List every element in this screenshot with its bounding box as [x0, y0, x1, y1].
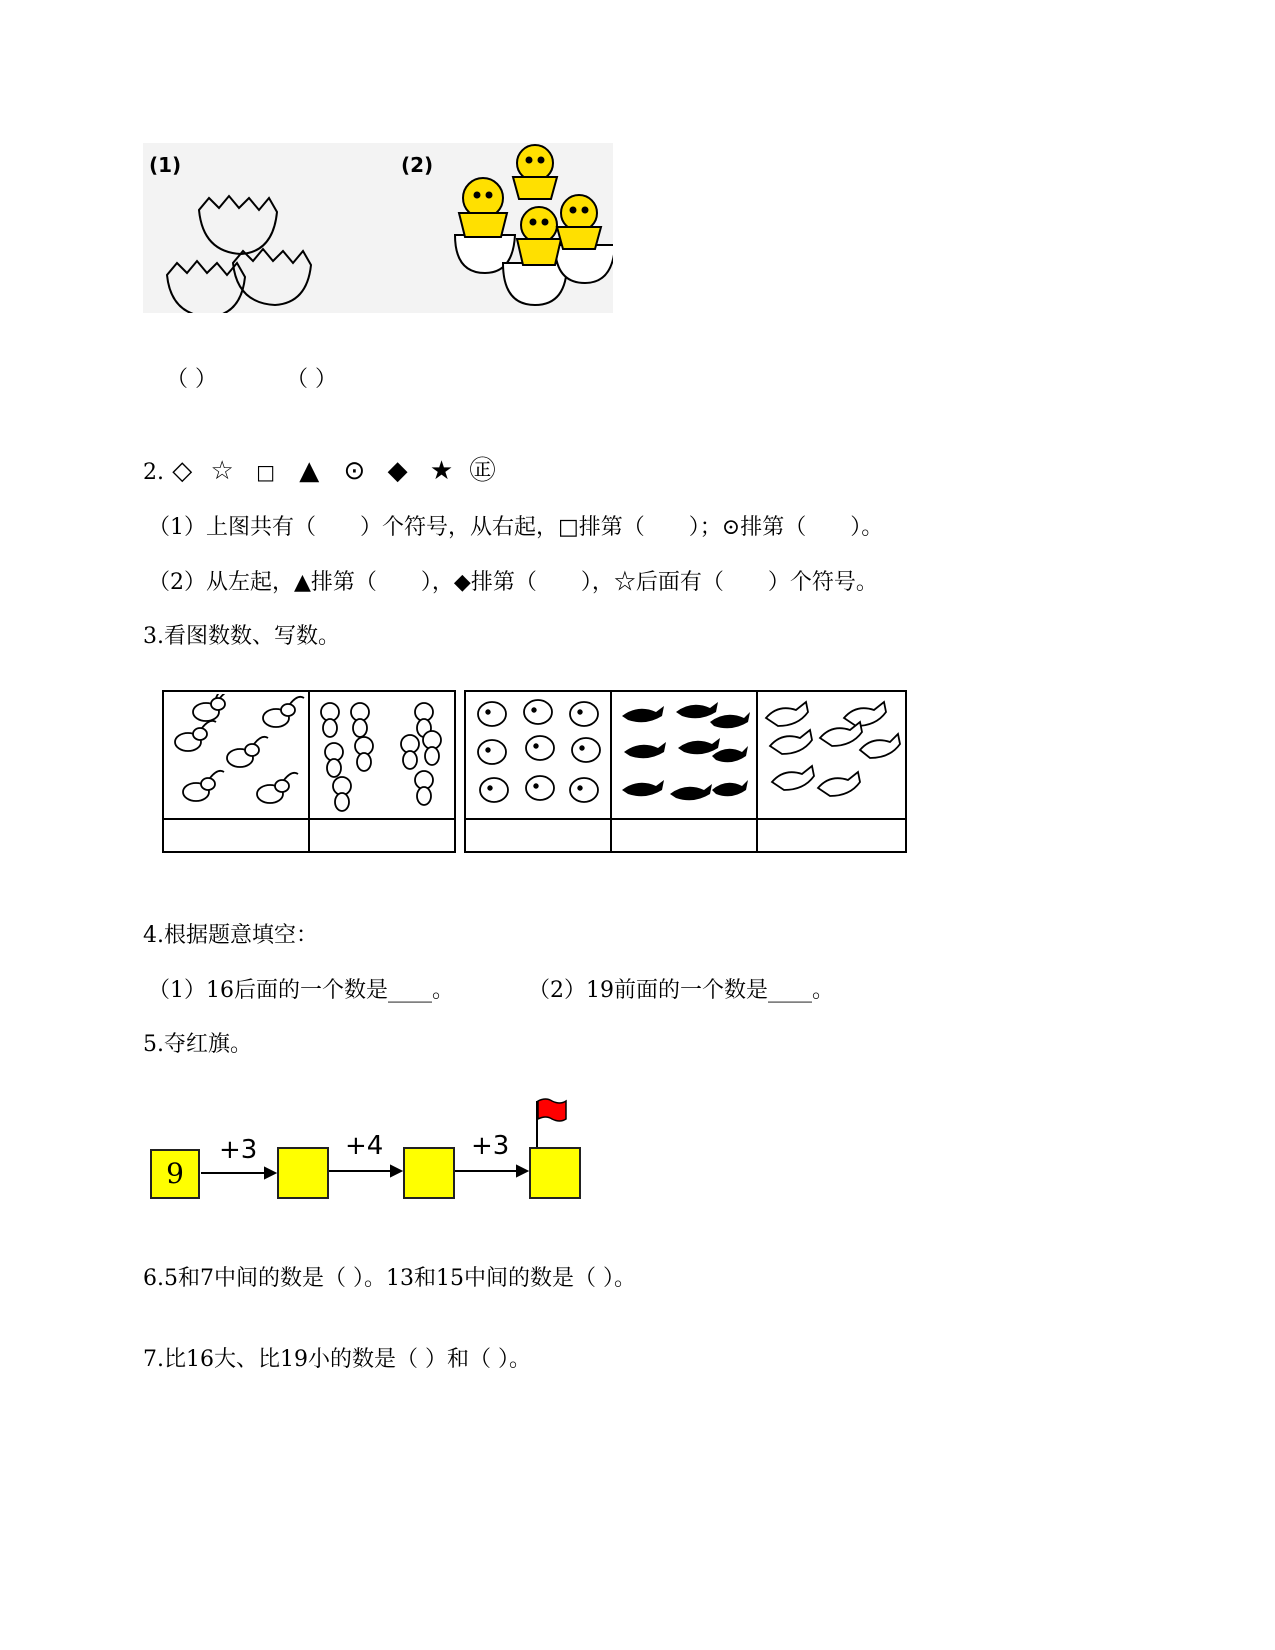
- chicks-picture: [468, 694, 608, 816]
- q2-number: 2.: [143, 460, 164, 485]
- op-3-label: +3: [471, 1131, 510, 1161]
- star-outline-icon: ☆: [210, 456, 234, 486]
- q2-line-1: （1）上图共有（ ）个符号，从右起，□排第（ ）；⊙排第（ ）。: [148, 515, 884, 540]
- q4-part-1: （1）16后面的一个数是____。: [148, 978, 454, 1003]
- op-1-label: +3: [219, 1135, 258, 1165]
- dogs-picture: [312, 694, 452, 816]
- diamond-filled-icon: ◆: [387, 456, 408, 486]
- op-2-label: +4: [345, 1131, 384, 1161]
- q1-label-1: (1): [149, 153, 182, 177]
- q2-line-2: （2）从左起，▲排第（ ），◆排第（ ），☆后面有（ ）个符号。: [148, 570, 878, 595]
- arrows: [143, 1095, 593, 1205]
- q1-answer-blank-2[interactable]: （ ）: [286, 367, 337, 392]
- ducks-picture: [760, 694, 902, 816]
- square-outline-icon: □: [256, 460, 276, 484]
- q3-title: 3.看图数数、写数。: [143, 624, 340, 649]
- q4-part-2: （2）19前面的一个数是____。: [528, 978, 834, 1003]
- q5-title: 5.夺红旗。: [143, 1032, 252, 1057]
- q1-figure: [143, 143, 613, 313]
- q4-title: 4.根据题意填空：: [143, 923, 318, 948]
- q7-text: 7.比16大、比19小的数是（ ）和（ ）。: [143, 1347, 531, 1372]
- birds-picture: [614, 694, 754, 816]
- q3-counting-table: [162, 690, 907, 853]
- diamond-outline-icon: ◇: [172, 456, 193, 486]
- circled-dot-icon: ⊙: [343, 456, 366, 486]
- star-filled-icon: ★: [429, 456, 454, 486]
- q2-symbol-row: [143, 456, 495, 488]
- q5-flag-chain: [143, 1095, 593, 1205]
- start-number: 9: [166, 1157, 184, 1190]
- q6-text: 6.5和7中间的数是（ ）。13和15中间的数是（ ）。: [143, 1266, 636, 1291]
- q1-label-2: (2): [401, 153, 434, 177]
- hatched-chicks-illustration: [443, 143, 613, 313]
- red-flag-icon: [533, 1095, 573, 1149]
- rabbits-picture: [166, 694, 306, 816]
- circled-zheng-icon: ㊣: [469, 456, 496, 486]
- q1-answer-blank-1[interactable]: （ ）: [166, 367, 217, 392]
- triangle-filled-icon: ▲: [299, 456, 320, 486]
